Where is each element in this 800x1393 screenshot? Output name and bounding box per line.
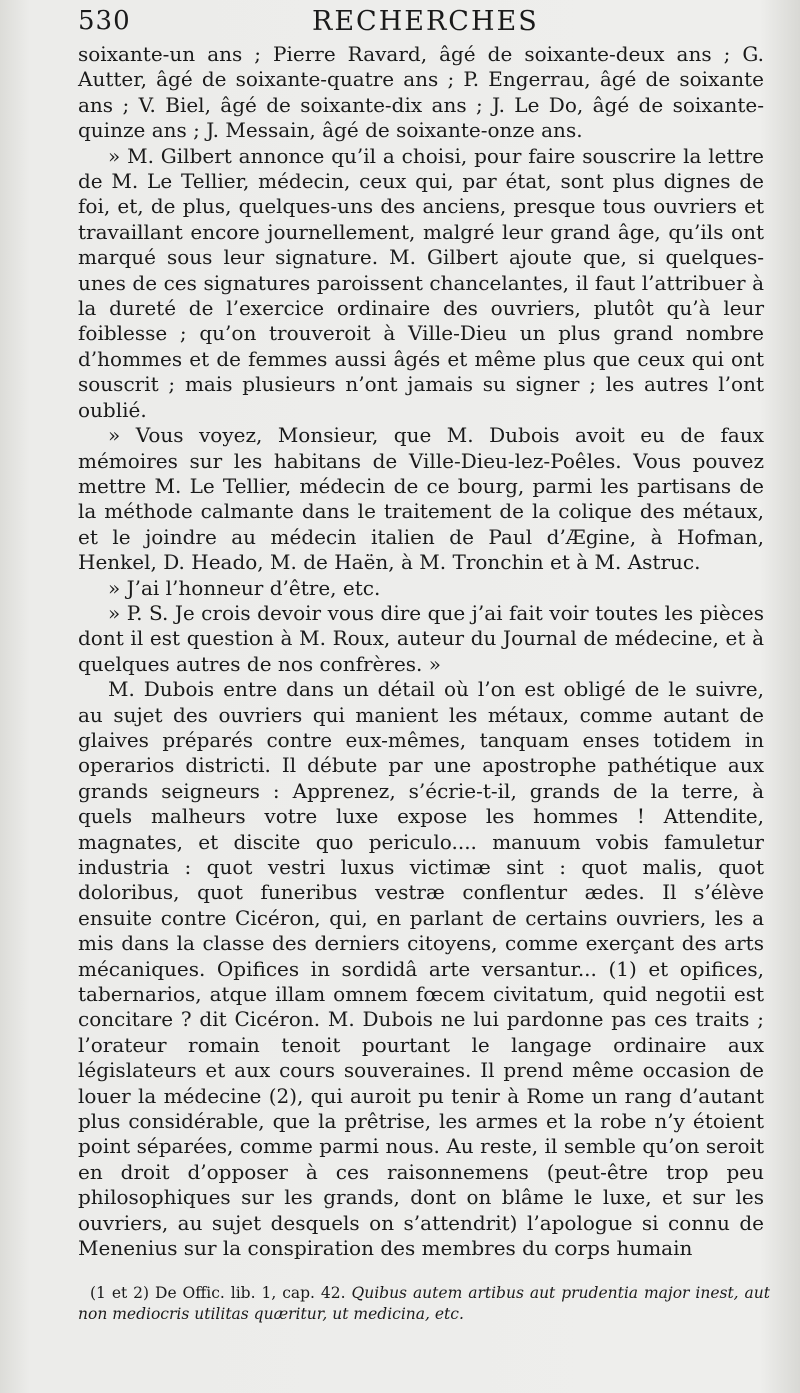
running-title: RECHERCHES bbox=[312, 6, 539, 37]
footnote-reference: (1 et 2) De Offic. lib. 1, cap. 42. bbox=[90, 1284, 346, 1302]
paragraph: » M. Gilbert annonce qu’il a choisi, pour faire souscrire la lettre de M. Le Tellier, médecin, ceux qui, par état, sont plus dignes de foi, et, de plus, quelques-uns des anciens, presque tous ouvriers et travaillant encore journellement, malgré leur grand âge, qu’ils ont marqué sous leur signature. M. Gilbert ajoute que, si quelques-unes de ces signatures paroissent chancelantes, il faut l’attribuer à la dureté de l’exercice ordinaire des ouvriers, plutôt qu’à leur foiblesse ; qu’on trouveroit à Ville-Dieu un plus grand nombre d’hommes et de femmes aussi âgés et même plus que ceux qui ont souscrit ; mais plusieurs n’ont jamais su signer ; les autres l’ont oublié. bbox=[78, 143, 764, 422]
page-header bbox=[78, 6, 764, 42]
paragraph: » P. S. Je crois devoir vous dire que j’ai fait voir toutes les pièces dont il est question à M. Roux, auteur du Journal de médecine, et à quelques autres de nos confrères. » bbox=[78, 600, 764, 676]
body-text bbox=[78, 42, 764, 1262]
paragraph: » J’ai l’honneur d’être, etc. bbox=[108, 575, 381, 600]
footnote bbox=[78, 1283, 770, 1325]
footnotes bbox=[78, 1283, 770, 1325]
paragraph: soixante-un ans ; Pierre Ravard, âgé de soixante-deux ans ; G. Autter, âgé de soixante-quatre ans ; P. Engerrau, âgé de soixante ans ; V. Biel, âgé de soixante-dix ans ; J. Le Do, âgé de soixante-quinze ans ; J. Messain, âgé de soixante-onze ans. bbox=[78, 42, 764, 143]
footnote-quote: Quibus autem artibus aut prudentia major inest, aut non mediocris utilitas quæritur, ut medicina, etc. bbox=[78, 1284, 770, 1323]
paragraph: » Vous voyez, Monsieur, que M. Dubois avoit eu de faux mémoires sur les habitans de Ville-Dieu-lez-Poêles. Vous pouvez mettre M. Le Tellier, médecin de ce bourg, parmi les partisans de la méthode calmante dans le traitement de la colique des métaux, et le joindre au médecin italien de Paul d’Ægine, à Hofman, Henkel, D. Heado, M. de Haën, à M. Tronchin et à M. Astruc. bbox=[78, 423, 764, 575]
page-number: 530 bbox=[78, 6, 131, 36]
paragraph: M. Dubois entre dans un détail où l’on est obligé de le suivre, au sujet des ouvriers qui manient les métaux, comme autant de glaives préparés contre eux-mêmes, tanquam enses totidem in operarios districti. Il débute par une apostrophe pathétique aux grands seigneurs : Apprenez, s’écrie-t-il, grands de la terre, à quels malheurs votre luxe expose les hommes ! Attendite, magnates, et discite quo periculo.... manuum vobis famuletur industria : quot vestri luxus victimæ sint : quot malis, quot doloribus, quot funeribus vestræ conflentur ædes. Il s’élève ensuite contre Cicéron, qui, en parlant de certains ouvriers, les a mis dans la classe des derniers citoyens, comme exerçant des arts mécaniques. Opifices in sordidâ arte versantur... (1) et opifices, tabernarios, atque illam omnem fœcem civitatum, quid negotii est concitare ? dit Cicéron. M. Dubois ne lui pardonne pas ces traits ; l’orateur romain tenoit pourtant le langage ordinaire aux législateurs et aux cours souveraines. Il prend même occasion de louer la médecine (2), qui auroit pu tenir à Rome un rang d’autant plus considérable, que la prêtrise, les armes et la robe n’y étoient point séparées, comme parmi nous. Au reste, il semble qu’on seroit en droit d’opposer à ces raisonnemens (peut-être trop peu philosophiques sur les grands, dont on blâme le luxe, et sur les ouvriers, au sujet desquels on s’attendrit) l’apologue si connu de Menenius sur la conspiration des membres du corps humain bbox=[78, 677, 764, 1261]
